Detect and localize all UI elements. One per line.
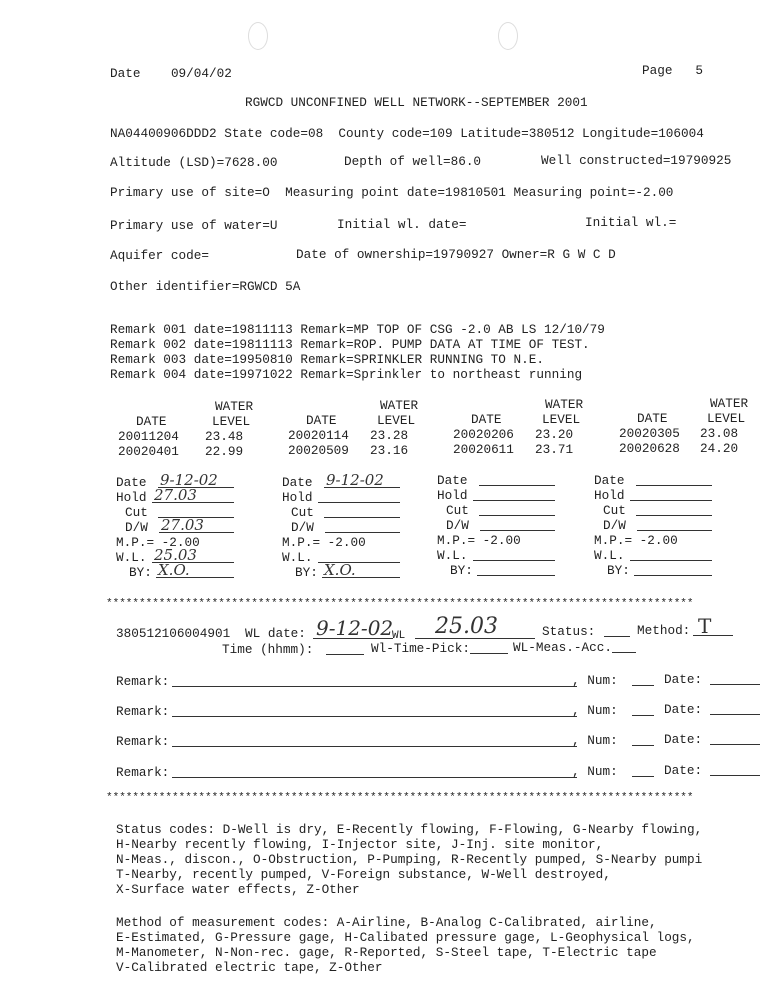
method-codes-line: M-Manometer, N-Non-rec. gage, R-Reported, S-Steel tape, T-Electric tape (116, 945, 657, 960)
method-label: Method: (637, 623, 691, 638)
form-dw-field[interactable] (480, 519, 555, 531)
level-header: LEVEL (542, 412, 581, 427)
form-hold-field[interactable] (473, 489, 555, 501)
form-dw-label: D/W (291, 520, 314, 535)
time-label: Time (hhmm): (222, 642, 314, 657)
num-field[interactable] (632, 704, 654, 716)
initial-wl: Initial wl.= (585, 215, 677, 230)
remark-label: Remark: (116, 704, 170, 719)
status-codes-line: T-Nearby, recently pumped, V-Foreign substance, W-Well destroyed, (116, 867, 611, 882)
form-by-label: BY: (295, 565, 318, 580)
remark-field[interactable] (172, 705, 577, 717)
date-header: DATE (136, 414, 167, 429)
remark-line: Remark 001 date=19811113 Remark=MP TOP OF CSG -2.0 AB LS 12/10/79 (110, 322, 605, 337)
form-date-value: 9-12-02 (326, 471, 384, 489)
date-field[interactable] (710, 703, 760, 715)
form-by-label: BY: (129, 565, 152, 580)
level-date: 20020401 (118, 444, 179, 459)
date-label: Date: (664, 763, 703, 778)
level-header: LEVEL (707, 411, 746, 426)
page-number: Page 5 (642, 63, 703, 78)
form-hold-field[interactable] (318, 491, 400, 503)
level-value: 23.20 (535, 427, 574, 442)
form-hold-label: Hold (437, 488, 468, 503)
time-field[interactable] (326, 643, 364, 655)
num-field[interactable] (632, 734, 654, 746)
form-wl-field[interactable] (630, 549, 712, 561)
form-date-field[interactable] (479, 474, 555, 486)
remark-line: Remark 003 date=19950810 Remark=SPRINKLER RUNNING TO N.E. (110, 352, 544, 367)
separator: ***************************************************************************************** (106, 792, 694, 804)
method-value: T (698, 614, 712, 638)
form-by-value: X.O. (324, 561, 356, 579)
ownership: Date of ownership=19790927 Owner=R G W C D (296, 247, 616, 262)
level-value: 22.99 (205, 444, 244, 459)
method-codes-line: V-Calibrated electric tape, Z-Other (116, 960, 383, 975)
remark-label: Remark: (116, 734, 170, 749)
date-field[interactable] (710, 764, 760, 776)
level-value: 24.20 (700, 441, 739, 456)
level-date: 20020611 (453, 442, 514, 457)
date-header: DATE (471, 412, 502, 427)
status-label: Status: (542, 624, 596, 639)
num-field[interactable] (632, 674, 654, 686)
form-hold-field[interactable] (630, 489, 712, 501)
level-date: 20020305 (619, 426, 680, 441)
acc-field[interactable] (612, 641, 636, 653)
form-date-label: Date (594, 473, 625, 488)
form-cut-label: Cut (446, 503, 469, 518)
other-identifier: Other identifier=RGWCD 5A (110, 279, 301, 294)
remark-field[interactable] (172, 675, 577, 687)
status-codes-line: N-Meas., discon., O-Obstruction, P-Pumping, R-Recently pumped, S-Nearby pumpi (116, 852, 703, 867)
form-date-value: 9-12-02 (160, 471, 218, 489)
form-wl-label: W.L. (594, 548, 625, 563)
pick-label: Wl-Time-Pick: (371, 641, 470, 656)
num-label: , Num: (572, 673, 618, 688)
form-cut-label: Cut (603, 503, 626, 518)
water-header: WATER (380, 398, 419, 413)
water-header: WATER (215, 399, 254, 414)
level-value: 23.28 (370, 428, 409, 443)
wl-date-label: WL date: (245, 626, 306, 641)
remark-label: Remark: (116, 765, 170, 780)
form-wl-label: W.L. (116, 550, 147, 565)
form-wl-value: 25.03 (154, 546, 197, 564)
form-hold-label: Hold (282, 490, 313, 505)
status-field[interactable] (604, 625, 630, 637)
level-header: LEVEL (377, 413, 416, 428)
date-label: Date: (664, 672, 703, 687)
form-dw-field[interactable] (637, 519, 712, 531)
level-value: 23.71 (535, 442, 574, 457)
water-header: WATER (710, 396, 749, 411)
form-dw-label: D/W (603, 518, 626, 533)
level-value: 23.08 (700, 426, 739, 441)
form-cut-field[interactable] (636, 504, 712, 516)
form-by-label: BY: (450, 563, 473, 578)
level-date: 20011204 (118, 429, 179, 444)
level-value: 23.16 (370, 443, 409, 458)
form-hold-label: Hold (594, 488, 625, 503)
level-value: 23.48 (205, 429, 244, 444)
aquifer-code: Aquifer code= (110, 248, 209, 263)
primary-use-water: Primary use of water=U (110, 218, 278, 233)
method-codes-line: Method of measurement codes: A-Airline, B-Analog C-Calibrated, airline, (116, 915, 657, 930)
initial-wl-date: Initial wl. date= (337, 217, 467, 232)
form-date-field[interactable] (636, 474, 712, 486)
water-header: WATER (545, 397, 584, 412)
status-codes-line: Status codes: D-Well is dry, E-Recently flowing, F-Flowing, G-Nearby flowing, (116, 822, 703, 837)
date-label: Date: (664, 702, 703, 717)
date-header: DATE (637, 411, 668, 426)
level-header: LEVEL (212, 414, 251, 429)
form-dw-label: D/W (125, 520, 148, 535)
form-dw-field[interactable] (325, 521, 400, 533)
remark-label: Remark: (116, 674, 170, 689)
site-id: 380512106004901 (116, 626, 231, 641)
form-cut-field[interactable] (479, 504, 555, 516)
status-codes-line: X-Surface water effects, Z-Other (116, 882, 360, 897)
remark-line: Remark 002 date=19811113 Remark=ROP. PUMP DATA AT TIME OF TEST. (110, 337, 590, 352)
altitude: Altitude (LSD)=7628.00 (110, 155, 278, 170)
form-dw-label: D/W (446, 518, 469, 533)
punch-hole (248, 22, 268, 50)
pick-field[interactable] (470, 642, 508, 654)
site-line-1: NA04400906DDD2 State code=08 County code=109 Latitude=380512 Longitude=106004 (110, 126, 704, 141)
form-cut-label: Cut (291, 505, 314, 520)
form-date-label: Date (437, 473, 468, 488)
form-cut-label: Cut (125, 505, 148, 520)
form-mp-label: M.P.= -2.00 (594, 533, 678, 548)
date-field[interactable] (710, 733, 760, 745)
acc-label: WL-Meas.-Acc. (513, 640, 612, 655)
level-date: 20020114 (288, 428, 349, 443)
form-mp-label: M.P.= -2.00 (437, 533, 521, 548)
form-mp-label: M.P.= -2.00 (116, 535, 200, 550)
wl-value: 25.03 (435, 614, 498, 639)
remark-field[interactable] (172, 766, 577, 778)
date-field[interactable] (710, 673, 760, 685)
form-date-label: Date (116, 475, 147, 490)
punch-hole (498, 22, 518, 50)
report-title: RGWCD UNCONFINED WELL NETWORK--SEPTEMBER 2001 (245, 95, 588, 110)
site-line-3: Primary use of site=O Measuring point date=19810501 Measuring point=-2.00 (110, 185, 674, 200)
form-wl-field[interactable] (473, 549, 555, 561)
form-hold-label: Hold (116, 490, 147, 505)
level-date: 20020509 (288, 443, 349, 458)
num-label: , Num: (572, 764, 618, 779)
depth: Depth of well=86.0 (344, 154, 482, 169)
form-wl-label: W.L. (437, 548, 468, 563)
remark-line: Remark 004 date=19971022 Remark=Sprinkler to northeast running (110, 367, 583, 382)
print-date: Date 09/04/02 (110, 66, 232, 81)
form-by-value: X.O. (158, 561, 190, 579)
remark-field[interactable] (172, 735, 577, 747)
form-date-label: Date (282, 475, 313, 490)
num-field[interactable] (632, 765, 654, 777)
separator: ***************************************************************************************** (106, 598, 694, 610)
date-header: DATE (306, 413, 337, 428)
form-dw-value: 27.03 (161, 516, 204, 534)
form-mp-label: M.P.= -2.00 (282, 535, 366, 550)
method-codes-line: E-Estimated, G-Pressure gage, H-Calibated pressure gage, L-Geophysical logs, (116, 930, 695, 945)
form-by-label: BY: (607, 563, 630, 578)
form-hold-value: 27.03 (154, 486, 197, 504)
date-label: Date: (664, 732, 703, 747)
form-by-field[interactable] (634, 564, 712, 576)
wl-label: WL (392, 630, 406, 642)
num-label: , Num: (572, 733, 618, 748)
level-date: 20020206 (453, 427, 514, 442)
status-codes-line: H-Nearby recently flowing, I-Injector site, J-Inj. site monitor, (116, 837, 604, 852)
wl-date-value: 9-12-02 (316, 616, 394, 640)
form-cut-field[interactable] (324, 506, 400, 518)
well-constructed: Well constructed=19790925 (541, 153, 732, 168)
num-label: , Num: (572, 703, 618, 718)
form-by-field[interactable] (477, 564, 555, 576)
form-wl-label: W.L. (282, 550, 313, 565)
level-date: 20020628 (619, 441, 680, 456)
